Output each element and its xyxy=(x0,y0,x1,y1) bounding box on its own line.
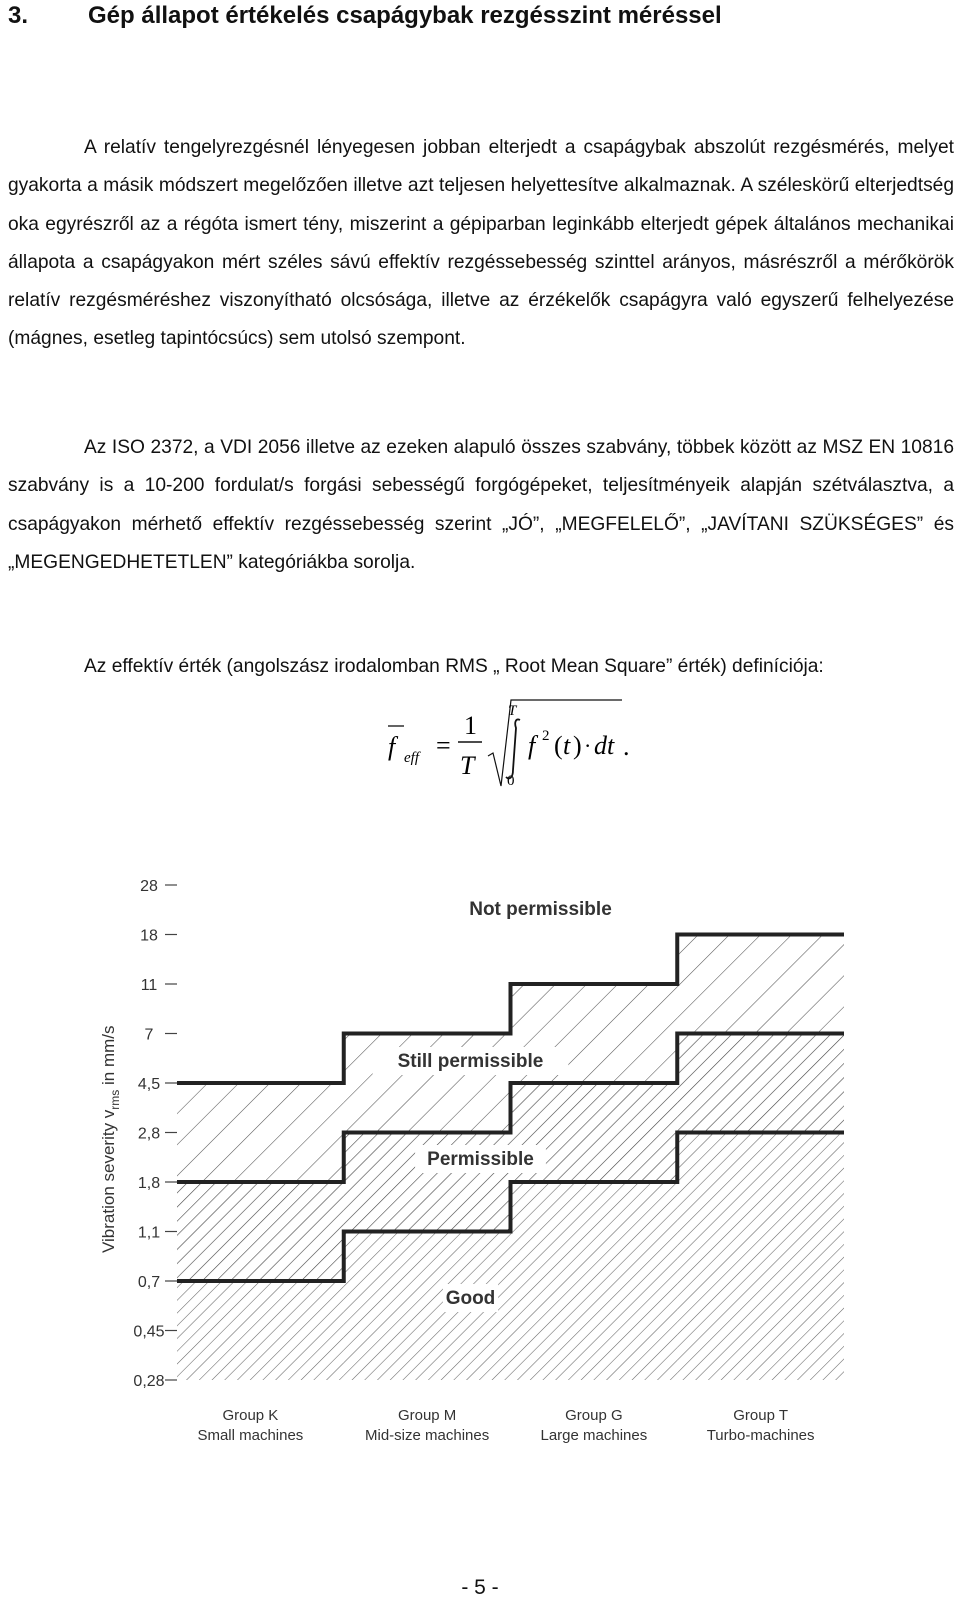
formula-rparen: ) xyxy=(573,731,582,760)
zone-permissible-4 xyxy=(677,1034,844,1133)
group-name: Group G xyxy=(565,1407,623,1424)
group-desc: Turbo-machines xyxy=(706,1427,815,1444)
y-tick-label: 7 xyxy=(144,1026,154,1044)
group-desc: Large machines xyxy=(540,1427,648,1444)
formula-power: 2 xyxy=(542,728,550,744)
zone-good-1 xyxy=(177,1281,344,1380)
rms-formula xyxy=(380,698,680,798)
formula-integrand: f xyxy=(528,731,536,760)
section-number: 3. xyxy=(8,2,29,29)
formula-lhs: f xyxy=(388,732,396,761)
zone-permissible-1 xyxy=(177,1182,344,1281)
y-tick-label: 0,7 xyxy=(137,1274,161,1291)
y-tick-label: 28 xyxy=(140,878,158,895)
paragraph-2: Az ISO 2372, a VDI 2056 illetve az ezeken alapuló összes szabvány, többek között az MSZ EN 10816 szabvány is a 10-200 fordulat/s forgási sebességű forgógépeket, teljesítményeik alapján szétválasztva, a csapágyakon mérhető effektív rezgéssebesség szerint „JÓ”, „MEGFELELŐ”, „JAVÍTANI SZÜKSÉGES” és „MEGENGEDHETETLEN” kategóriákba sorolja. xyxy=(8,437,954,573)
y-tick-label: 1,8 xyxy=(137,1175,161,1192)
section-heading xyxy=(8,0,722,32)
zone-label-3: Permissible xyxy=(427,1149,534,1170)
group-name: Group K xyxy=(222,1407,279,1424)
formula-upper-limit: T xyxy=(508,703,517,719)
zone-good-3 xyxy=(511,1182,678,1380)
y-tick-label: 18 xyxy=(140,927,158,945)
y-tick-label: 0,28 xyxy=(133,1373,165,1390)
formula-dot: · xyxy=(584,733,592,758)
zone-label-1: Not permissible xyxy=(469,899,612,920)
formula-var: t xyxy=(563,731,571,760)
zone-label-2: Still permissible xyxy=(397,1051,544,1072)
y-tick-label: 1,1 xyxy=(137,1224,161,1242)
paragraph-3: Az effektív érték (angolszász irodalomban RMS „ Root Mean Square” érték) definíciója: xyxy=(84,656,824,677)
zone-still-permissible-1 xyxy=(177,1083,344,1182)
page-number: - 5 - xyxy=(461,1576,499,1599)
formula-lower-limit: 0 xyxy=(507,773,515,789)
zone-label-4: Good xyxy=(445,1288,496,1309)
y-tick-label: 4,5 xyxy=(137,1076,161,1093)
formula-dt: dt xyxy=(594,731,615,760)
y-tick-label: 2,8 xyxy=(137,1125,161,1143)
formula-lparen: ( xyxy=(554,731,563,760)
vibration-severity-chart xyxy=(82,835,938,1465)
formula-lhs-sub: eff xyxy=(404,750,419,766)
y-axis-label: Vibration severity $v_{rms}$ in mm/s xyxy=(99,1025,122,1253)
group-name: Group M xyxy=(397,1407,457,1424)
section-title: Gép állapot értékelés csapágybak rezgésszint méréssel xyxy=(88,2,722,29)
group-desc: Small machines xyxy=(197,1427,304,1444)
paragraph-1: A relatív tengelyrezgésnél lényegesen jobban elterjedt a csapágybak abszolút rezgésmérés, melyet gyakorta a másik módszert megelőzően illetve azt teljesen helyettesítve alkalmaznak. A széleskörű elterjedtség oka egyrészről az a régóta ismert tény, miszerint a gépiparban leginkább elterjedt gépek általános mechanikai állapota a csapágyakon mért széles sávú effektív rezgéssebesség szinttel arányos, másrészről a mérőkörök relatív rezgésméréshez viszonyítható olcsósága, illetve az érzékelők csapágyra való egyszerű felhelyezése (mágnes, esetleg tapintócsúcs) sem utolsó szempont. xyxy=(8,137,954,350)
zone-good-4 xyxy=(677,1133,844,1381)
group-name: Group T xyxy=(733,1407,788,1424)
formula-period: . xyxy=(623,732,630,761)
group-desc: Mid-size machines xyxy=(365,1427,490,1444)
formula-equals: = xyxy=(436,731,451,760)
formula-denominator: T xyxy=(460,751,475,780)
y-tick-label: 11 xyxy=(140,977,158,994)
zone-still-permissible-4 xyxy=(677,935,844,1034)
formula-numerator: 1 xyxy=(464,711,477,740)
y-tick-label: 0,45 xyxy=(133,1323,165,1341)
